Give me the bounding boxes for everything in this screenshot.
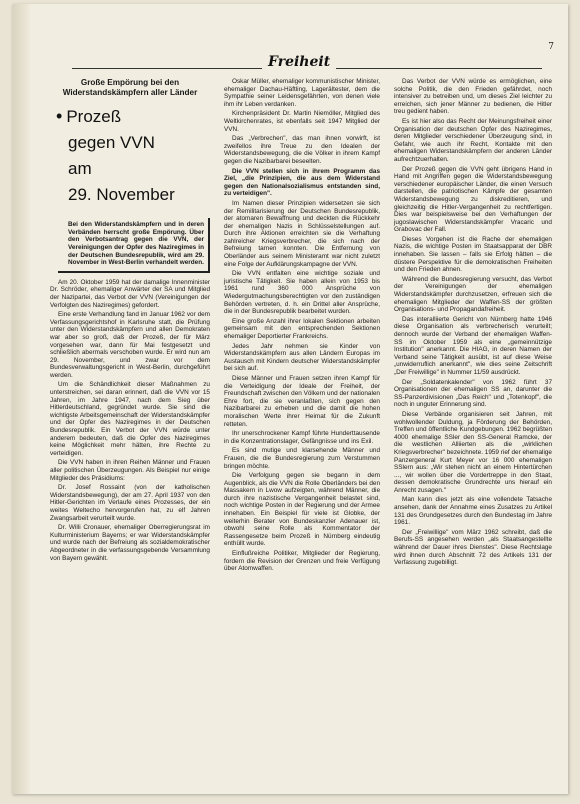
paragraph: Die VVN stellen sich in ihrem Programm das Ziel, „die Prinzipien, die aus dem Widerstand gegen den Nationalsozialismus entstanden sind, zu verteidigen". <box>224 167 380 198</box>
paragraph: Eine erste Verhandlung fand im Januar 1962 vor dem Verfassungsgerichtshof in Karlsruhe statt, die Prüfung unter den Widerstandskämpfern und allen Demokraten war aber so groß, daß der Prozeß, der für März vorgesehen war, dann für Mai festgesetzt und schließlich abermals verschoben wurde. Er wird nun am 29. November, und zwar vor dem Bundesverwaltungsgericht in West-Berlin, durchgeführt werden. <box>50 311 210 379</box>
paragraph: Die Verfolgung gegen sie begann in dem Augenblick, als die VVN die Rolle Oberländers bei den Massakern in Lwow aufzeigten, während Männer, die durch ihre nazistische Vergangenheit belastet sind, noch wichtige Posten in der Regierung und der Armee innehaben. Ein Beispiel für viele ist Globke, der weiterhin Berater von Bundeskanzler Adenauer ist, obwohl seine Rolle als Kommentator der Rassengesetze beim Prozeß in Nürnberg eindeutig enthüllt wurde. <box>224 472 380 548</box>
paragraph: Eine große Anzahl ihrer lokalen Sektionen arbeiten gemeinsam mit den entsprechenden Sektionen ehemaliger Deportierter Frankreichs. <box>224 317 380 340</box>
title-line: am <box>68 159 92 179</box>
masthead: Freiheit <box>262 54 336 70</box>
paragraph: Dieses Vorgehen ist die Rache der ehemaligen Nazis, die wichtige Posten im Staatsapparat der DBR innehaben. Sie lassen – falls sie Erfolg hätten – die düstere Perspektive für die demokratischen Freiheiten und den Frieden ahnen. <box>394 235 552 274</box>
lead-text: Bei den Widerstandskämpfern und in deren Verbänden herrscht große Empörung. Über den Verbotsantrag gegen die VVN, der Vereinigungen der Opfer des Naziregimes in der Deutschen Bundesrepublik, wird am 29. November in West-Berlin verhandelt werden. <box>68 221 204 267</box>
paragraph: Am 20. Oktober 1959 hat der damalige Innenminister Dr. Schröder, ehemaliger Anwärter der SA und Mitglied der Nazipartei, das Verbot der VVN (Vereinigungen der Verfolgten des Naziregimes) gefordert. <box>50 278 210 309</box>
paragraph: Es ist hier also das Recht der Meinungsfreiheit einer Organisation der deutschen Opfer des Naziregimes, deren Mitglieder verschiedener Überzeugung sind, in Gefahr, wie auch ihr Recht, Kontakte mit den ehemaligen Widerstandskämpfern der anderen Länder aufrechtzuerhalten. <box>394 117 552 163</box>
column-2 <box>224 78 380 575</box>
bullet-icon: • <box>56 106 63 127</box>
paragraph: Der „Freiwillige" vom März 1962 schreibt, daß die Berufs-SS angesehen werden „als Staatsangestellte während der Dauer ihres Dienstes". Diese Rechtslage wird ihnen durch Abschnitt 72 des Artikels 131 der Verfassung zugebilligt. <box>394 528 552 567</box>
lead-box <box>58 218 210 273</box>
paragraph: Das interalliierte Gericht von Nürnberg hatte 1946 diese Organisation als verbrecherisch verurteilt; dennoch wurde der Verband der ehemaligen Waffen-SS im Oktober 1959 als eine „gemeinnützige Institution" anerkannt. Die HIAG, in deren Namen der Verband seine Tätigkeit ausübt, ist auf diese Weise „unwiderruflich anerkannt", wie dies seine Zeitschrift „Der Freiwillige" in Nummer 11/59 ausdrückt. <box>394 315 552 376</box>
page-number: 7 <box>548 42 554 52</box>
paragraph: Der Prozeß gegen die VVN geht übrigens Hand in Hand mit Angriffen gegen die Widerstandsbewegung verschiedener europäischer Länder, die einen Versuch darstellen, die patriotischen Kämpfe der gesamten Widerstandsbewegung zu diskreditieren, und gleichzeitig die Hitler-Vergangenheit zu rechtfertigen. Dies war beispielsweise bei den Verhaftungen der jugoslawischen Widerstandskämpfer Vracaric und Grabovac der Fall. <box>394 165 552 234</box>
paragraph: Im Namen dieser Prinzipien widersetzen sie sich der Remilitarisierung der Deutschen Bundesrepublik, der atomaren Bewaffnung und deckten die Rückkehr der ehemaligen Nazis in Schlüsselstellungen auf. Durch ihre Aktionen erreichten sie die Verhaftung zahlreicher Kriegsverbrecher, die sich nach der Befreiung tarnen konnten. Die Entfernung von Oberländer aus seinem Ministeramt war nicht zuletzt eine Folge der Aufklärungskampagne der VVN. <box>224 199 380 268</box>
title-line: 29. November <box>68 185 175 205</box>
paragraph: Dr. Josef Rossaint (von der katholischen Widerstandsbewegung), der am 27. April 1937 von den Hitler-Gerichten im Verlaufe eines Prozesses, der ein weites Weltecho hervorgerufen hat, zu elf Jahren Zwangsarbeit verurteilt wurde. <box>50 484 210 522</box>
newspaper-page <box>12 4 568 794</box>
paragraph: Man kann dies jetzt als eine vollendete Tatsache ansehen, dank der Annahme eines Zusatzes zu Artikel 131 des Grundgesetzes durch den Bundestag im Jahre 1961. <box>394 496 552 527</box>
column-1 <box>50 78 210 564</box>
paragraph: Das „Verbrechen", das man ihnen vorwirft, ist zweifellos ihre Treue zu den Idealen der Widerstandsbewegung, die die Völker in ihrem Kampf gegen die Nazibarbarei beseelten. <box>224 135 380 165</box>
paragraph: Einflußreiche Politiker, Mitglieder der Regierung, fordern die Revision der Grenzen und freie Verfügung über Atomwaffen. <box>224 550 380 573</box>
paragraph: Jedes Jahr nehmen sie Kinder von Widerstandskämpfern aus allen Ländern Europas im Austausch mit Kindern deutscher Widerstandskämpfer bei sich auf. <box>224 342 380 373</box>
binding-shadow <box>12 4 30 794</box>
paragraph: Die VVN entfalten eine wichtige soziale und juristische Tätigkeit. Sie haben allein von 1953 bis 1961 rund 360 000 Ansprüche von Wiedergutmachungsberechtigten vor den zuständigen Behörden vertreten, d. h. ein Drittel aller Ansprüche, die in der Bundesrepublik bearbeitet wurden. <box>224 270 380 316</box>
title-line: Prozeß <box>66 107 122 127</box>
article-title <box>56 103 210 208</box>
paragraph: Der „Soldatenkalender" von 1962 führt 37 Organisationen der ehemaligen SS an, darunter die SS-Panzerdivisionen „Das Reich" und „Totenkopf", die noch in unguter Erinnerung sind. <box>394 378 552 409</box>
paragraph: Dr. Willi Cronauer, ehemaliger Oberregierungsrat im Kulturministerium Bayerns; er war Widerstandskämpfer und wurde nach der Befreiung als sozialdemokratischer Abgeordneter in die verfassungsgebende Versammlung von Bayern gewählt. <box>50 524 210 562</box>
title-line: gegen VVN <box>68 133 155 153</box>
paragraph: Die VVN haben in ihren Reihen Männer und Frauen aller politischen Überzeugungen. Als Beispiel nur einige Mitglieder des Präsidiums: <box>50 459 210 482</box>
paragraph: Kirchenpräsident Dr. Martin Niemöller, Mitglied des Weltkirchenrates, ist ebenfalls seit 1947 Mitglied der VVN. <box>224 110 380 133</box>
paragraph: Das Verbot der VVN würde es ermöglichen, eine solche Politik, die den Frieden gefährdet, noch intensiver zu betreiben und, um dieses Ziel leichter zu erreichen, sich jener Männer zu bedienen, die Hitler treu gedient haben. <box>394 78 552 116</box>
paragraph: Diese Männer und Frauen setzen ihren Kampf für die Verteidigung der Ideale der Freiheit, der Freundschaft zwischen den Völkern und der nationalen Ehre fort, die sie veranlaßten, sich gegen den Nazibarbarei zu erheben und die damit die hohen moralischen Werte ihrer Heimat für die Zukunft retteten. <box>224 374 380 428</box>
paragraph: Um die Schändlichkeit dieser Maßnahmen zu unterstreichen, sei daran erinnert, daß die VVN vor 15 Jahren, im Jahre 1947, nach dem Sieg über Hitlerdeutschland, gegründet wurde. Sie sind die wichtigste Arbeitsgemeinschaft der Widerstandskämpfer und der Opfer des Naziregimes in der Deutschen Bundesrepublik. Ein Verbot der VVN würde unter anderem bedeuten, daß die Opfer des Naziregimes keine Möglichkeit mehr hätten, ihre Rechte zu verteidigen. <box>50 381 210 457</box>
headline: Große Empörung bei den Widerstandskämpfern aller Länder <box>62 78 198 97</box>
paragraph: Oskar Müller, ehemaliger kommunistischer Minister, ehemaliger Dachau-Häftling, Lagerältester, dem die Sympathie seiner Leidensgefährten, von denen viele ihm ihr Leben verdanken. <box>224 78 380 108</box>
paragraph: Während die Bundesregierung versucht, das Verbot der Vereinigungen der ehemaligen Widerstandskämpfer durchzusetzen, erfreuen sich die ehemaligen Mitglieder der Waffen-SS der größten Organisations- und Propagandafreiheit. <box>394 275 552 314</box>
column-3 <box>394 78 552 569</box>
paragraph: Ihr unerschrockener Kampf führte Hunderttausende in die Konzentrationslager, Gefängnisse und ins Exil. <box>224 430 380 445</box>
paragraph: Diese Verbände organisieren seit Jahren, mit wohlwollender Duldung, ja Förderung der Behörden, Treffen und öffentliche Kundgebungen. 1962 begrüßten 4000 ehemalige SSler den SS-General Ramcke, der die westlichen Alliierten als die „wirklichen Kriegsverbrecher" bezeichnete. 1959 rief der ehemalige Panzergeneral Kurt Meyer vor 16 000 ehemaligen SSlern aus: „Wir stehen nicht an einem Hintertürchen ..., wir wollen über die Vordertreppe in den Staat, dessen demokratische Grundrechte uns hierauf ein Anrecht zusagen." <box>394 410 552 494</box>
paragraph: Es sind mutige und klarsehende Männer und Frauen, die die Bundesregierung zum Verstummen bringen möchte. <box>224 447 380 470</box>
